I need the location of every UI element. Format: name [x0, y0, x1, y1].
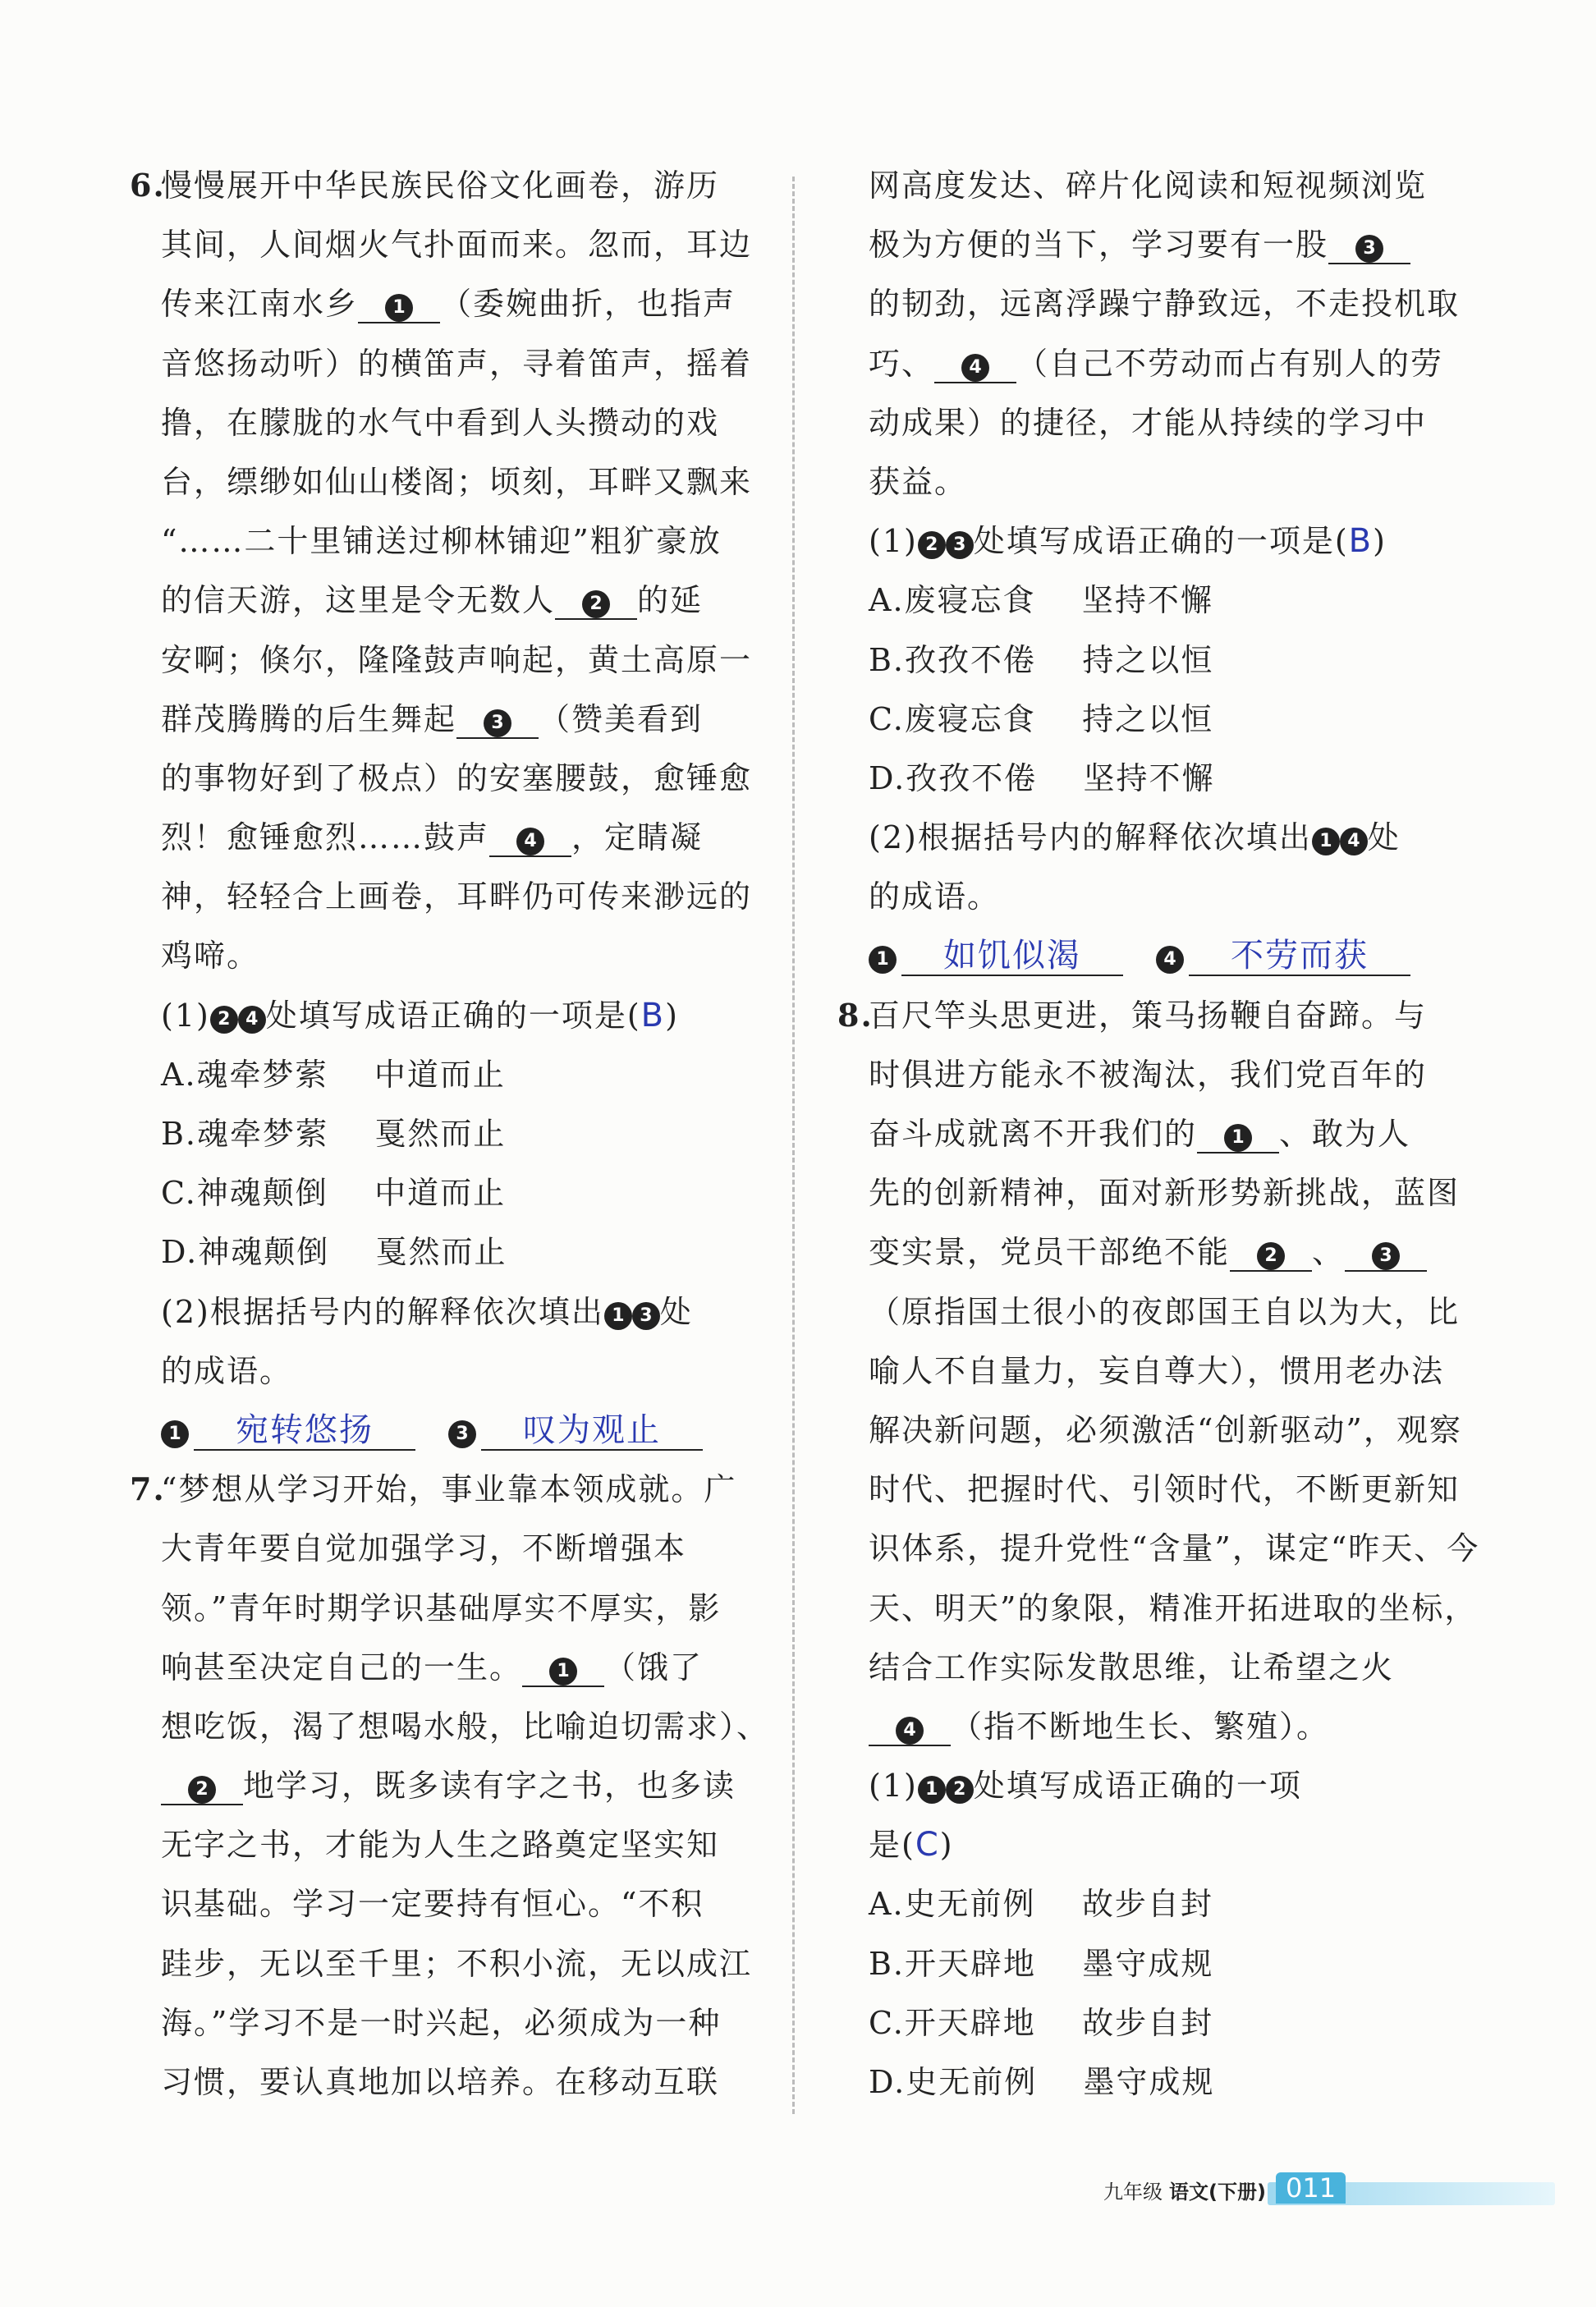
text-line	[869, 1045, 1456, 1104]
written-answer: 宛转悠扬	[194, 1411, 415, 1451]
text-segment: 、敢为人	[1279, 1116, 1411, 1152]
text-segment: 解决新问题，必须激活“创新驱动”，观察	[869, 1411, 1462, 1448]
circled-number-icon: 3	[448, 1420, 476, 1448]
text-line	[161, 926, 749, 985]
answer-row	[161, 1401, 749, 1460]
sub-prefix: (1)	[869, 523, 918, 560]
answer-blank	[161, 1769, 243, 1805]
text-segment: 台，缥缈如仙山楼阁；顷刻，耳畔又飘来	[161, 463, 753, 500]
text-segment: （赞美看到	[539, 700, 704, 737]
circled-number-icon: 2	[918, 531, 946, 559]
circled-number-icon: 3	[1372, 1242, 1400, 1270]
text-line	[161, 511, 749, 571]
circled-number-icon: 2	[582, 590, 610, 618]
answer-blank	[456, 703, 539, 739]
text-segment: 结合工作实际发散思维，让希望之火	[869, 1649, 1395, 1686]
circled-number-icon: 1	[549, 1658, 577, 1686]
choice-answer: B	[640, 996, 666, 1034]
text-segment: 安啊；倏尔，隆隆鼓声响起，黄土高原一	[161, 641, 753, 678]
answer-blank	[555, 584, 637, 620]
text-segment: 响甚至决定自己的一生。	[161, 1649, 523, 1686]
text-line	[869, 1104, 1456, 1163]
text-segment: 的信天游，这里是令无数人	[161, 582, 556, 619]
text-line	[161, 452, 753, 511]
text-segment: “……二十里铺送过柳林铺迎”粗犷豪放	[161, 523, 722, 560]
text-segment: 喻人不自量力，妄自尊大），惯用老办法	[869, 1352, 1445, 1389]
sub-text: 处填写成语正确的一项	[973, 1768, 1302, 1805]
choice-option: A.史无前例 故步自封	[869, 1886, 1213, 1923]
text-line	[161, 274, 749, 333]
footer-subject: 语文(下册)	[1169, 2181, 1266, 2204]
text-segment: 识基础。学习一定要持有恒心。“不积	[161, 1886, 704, 1923]
sub-text: 处	[1367, 819, 1401, 856]
text-segment: 领。”青年时期学识基础厚实不厚实，影	[161, 1589, 722, 1626]
text-line	[869, 215, 1456, 274]
column-divider	[792, 177, 795, 2114]
answer-blank	[869, 1710, 951, 1746]
answer-blank	[489, 821, 571, 857]
text-line	[869, 1342, 1456, 1401]
sub-close: )	[1373, 523, 1387, 560]
footer-grade: 九年级	[1103, 2181, 1163, 2204]
choice-option: D.孜孜不倦 坚持不懈	[869, 759, 1215, 796]
text-line	[869, 1460, 1461, 1519]
sub-question-1-cont	[869, 1815, 1456, 1874]
circled-number-icon: 4	[238, 1006, 266, 1034]
answer-blank	[934, 347, 1016, 383]
circled-number-icon: 3	[946, 531, 974, 559]
text-segment: 想吃饭，渴了想喝水般，比喻迫切需求）、	[161, 1708, 770, 1745]
circled-number-icon: 3	[484, 709, 511, 737]
text-segment: 奋斗成就离不开我们的	[869, 1116, 1198, 1152]
text-line	[161, 749, 753, 808]
sub-close: )	[939, 1827, 954, 1864]
answer-blank	[1230, 1236, 1312, 1272]
sub-text: 处填写成语正确的一项是(	[265, 997, 641, 1034]
circled-number-icon: 4	[1156, 946, 1184, 974]
written-answer: 如饥似渴	[901, 937, 1123, 976]
text-line	[869, 393, 1456, 452]
choice-option: C.开天辟地 故步自封	[869, 2004, 1214, 2041]
choice-option: B.开天辟地 墨守成规	[869, 1945, 1214, 1982]
text-line	[161, 1934, 753, 1993]
written-answer: 不劳而获	[1189, 937, 1410, 976]
text-line	[869, 452, 1456, 511]
answer-blank	[522, 1651, 604, 1687]
circled-number-icon: 1	[918, 1776, 946, 1804]
answer-blank	[1345, 1236, 1427, 1272]
text-line	[130, 156, 749, 215]
text-segment: 获益。	[869, 463, 968, 500]
choice-option: B.魂牵梦萦 戛然而止	[161, 1116, 507, 1152]
question-number: 7.	[130, 1470, 166, 1508]
sub-prefix: (1)	[161, 997, 210, 1034]
text-segment: （自己不劳动而占有别人的劳	[1016, 345, 1444, 382]
circled-number-icon: 1	[161, 1420, 189, 1448]
text-segment: 时代、把握时代、引领时代，不断更新知	[869, 1471, 1461, 1508]
text-segment: （原指国土很小的夜郎国王自以为大，比	[869, 1293, 1461, 1330]
text-segment: 的延	[637, 582, 704, 619]
right-column	[837, 156, 1480, 2112]
text-line	[869, 1163, 1461, 1222]
text-segment: 无字之书，才能为人生之路奠定坚实知	[161, 1827, 720, 1864]
text-line	[161, 1638, 749, 1697]
sub-question-1	[869, 1756, 1456, 1815]
circled-number-icon: 2	[946, 1776, 974, 1804]
text-segment: 习惯，要认真地加以培养。在移动互联	[161, 2064, 720, 2100]
text-segment: 变实景，党员干部绝不能	[869, 1234, 1231, 1271]
text-segment: 、	[1312, 1234, 1346, 1271]
circled-number-icon: 1	[1312, 828, 1340, 855]
text-line	[869, 274, 1461, 333]
text-line	[161, 808, 749, 867]
text-segment: 网高度发达、碎片化阅读和短视频浏览	[869, 167, 1428, 204]
answer-row	[869, 926, 1456, 985]
page-number: 011	[1276, 2172, 1346, 2204]
text-line	[161, 334, 753, 393]
text-line	[869, 1401, 1462, 1460]
text-line	[869, 156, 1456, 215]
text-line	[161, 1579, 749, 1638]
text-segment: （指不断地生长、繁殖）。	[951, 1708, 1330, 1745]
choice-option: B.孜孜不倦 持之以恒	[869, 641, 1214, 678]
text-line	[161, 393, 749, 452]
question-number: 6.	[130, 167, 166, 204]
text-segment: 烈！愈锤愈烈……鼓声	[161, 819, 490, 856]
sub-question-2	[161, 1282, 749, 1342]
text-line	[161, 867, 753, 926]
text-line	[161, 1519, 749, 1578]
sub-text: 处	[659, 1293, 693, 1330]
text-segment: 鸡啼。	[161, 938, 260, 975]
text-segment: 其间，人间烟火气扑面而来。忽而，耳边	[161, 227, 753, 264]
circled-number-icon: 1	[869, 946, 897, 974]
text-line	[161, 1993, 749, 2052]
circled-number-icon: 1	[385, 294, 413, 322]
text-line	[869, 1282, 1461, 1342]
page-footer	[1087, 2167, 1547, 2210]
sub-question-2-cont: 的成语。	[869, 878, 1001, 915]
sub-text: 处填写成语正确的一项是(	[973, 523, 1349, 560]
text-line	[161, 215, 753, 274]
circled-number-icon: 4	[961, 354, 989, 382]
text-segment: 海。”学习不是一时兴起，必须成为一种	[161, 2004, 722, 2041]
text-line	[161, 2052, 749, 2112]
circled-number-icon: 3	[632, 1302, 660, 1330]
circled-number-icon: 1	[604, 1302, 632, 1330]
text-line	[161, 1756, 749, 1815]
choice-answer: B	[1348, 522, 1374, 561]
text-segment: 极为方便的当下，学习要有一股	[869, 227, 1329, 264]
text-line	[161, 1815, 749, 1874]
answer-blank	[1197, 1117, 1279, 1154]
answer-blank	[358, 287, 440, 323]
answer-blank	[1328, 228, 1410, 264]
choice-option: C.神魂颠倒 中道而止	[161, 1175, 507, 1212]
sub-prefix: (1)	[869, 1768, 918, 1805]
text-segment: 先的创新精神，面对新形势新挑战，蓝图	[869, 1175, 1461, 1212]
text-segment: 的事物好到了极点）的安塞腰鼓，愈锤愈	[161, 759, 753, 796]
circled-number-icon: 3	[1355, 235, 1383, 263]
text-line	[161, 571, 749, 630]
text-segment: 大青年要自觉加强学习，不断增强本	[161, 1530, 687, 1567]
sub-text: (2)根据括号内的解释依次填出	[869, 819, 1312, 856]
text-segment: 天、明天”的象限，精准开拓进取的坐标，	[869, 1589, 1478, 1626]
choice-option: D.神魂颠倒 戛然而止	[161, 1234, 507, 1271]
text-segment: “梦想从学习开始，事业靠本领成就。广	[161, 1471, 737, 1508]
sub-close: )	[665, 997, 679, 1034]
text-line	[869, 1519, 1480, 1578]
text-line	[869, 1222, 1456, 1282]
text-segment: 的韧劲，远离浮躁宁静致远，不走投机取	[869, 286, 1461, 323]
text-line	[869, 1579, 1478, 1638]
text-line	[161, 1697, 770, 1756]
text-segment: 音悠扬动听）的横笛声，寻着笛声，摇着	[161, 345, 753, 382]
text-segment: 时俱进方能永不被淘汰，我们党百年的	[869, 1056, 1428, 1093]
circled-number-icon: 2	[210, 1006, 238, 1034]
sub-text: (2)根据括号内的解释依次填出	[161, 1293, 604, 1330]
left-column	[130, 156, 770, 2112]
choice-option: C.废寝忘食 持之以恒	[869, 700, 1214, 737]
text-line	[161, 631, 753, 690]
text-segment: （委婉曲折，也指声	[440, 286, 736, 323]
text-line	[161, 1874, 749, 1933]
text-segment: 神，轻轻合上画卷，耳畔仍可传来渺远的	[161, 878, 753, 915]
question-number: 8.	[837, 996, 874, 1034]
circled-number-icon: 4	[896, 1717, 924, 1745]
written-answer: 叹为观止	[481, 1411, 703, 1451]
text-segment: 巧、	[869, 345, 935, 382]
text-segment: 地学习，既多读有字之书，也多读	[243, 1768, 736, 1805]
text-segment: 传来江南水乡	[161, 286, 359, 323]
text-line	[869, 334, 1456, 393]
choice-option: D.史无前例 墨守成规	[869, 2064, 1215, 2100]
sub-question-2	[869, 808, 1456, 867]
sub-question-2-cont: 的成语。	[161, 1352, 293, 1389]
choice-option: A.废寝忘食 坚持不懈	[869, 582, 1213, 619]
sub-question-1	[869, 511, 1456, 571]
sub-text: 是(	[869, 1827, 915, 1864]
text-line	[161, 690, 749, 749]
text-segment: 撸，在朦胧的水气中看到人头攒动的戏	[161, 404, 720, 441]
text-line	[869, 1638, 1456, 1697]
choice-option: A.魂牵梦萦 中道而止	[161, 1056, 506, 1093]
text-line	[869, 1697, 1456, 1756]
choice-answer: C	[915, 1826, 940, 1864]
circled-number-icon: 1	[1224, 1124, 1252, 1152]
circled-number-icon: 4	[1340, 828, 1368, 855]
text-segment: 慢慢展开中华民族民俗文化画卷，游历	[161, 167, 720, 204]
text-segment: （饿了	[604, 1649, 704, 1686]
text-segment: ，定睛凝	[571, 819, 704, 856]
circled-number-icon: 2	[188, 1776, 216, 1804]
circled-number-icon: 2	[1257, 1242, 1285, 1270]
text-segment: 跬步，无以至千里；不积小流，无以成江	[161, 1945, 753, 1982]
text-segment: 动成果）的捷径，才能从持续的学习中	[869, 404, 1428, 441]
text-segment: 群茂腾腾的后生舞起	[161, 700, 457, 737]
text-segment: 百尺竿头思更进，策马扬鞭自奋蹄。与	[869, 997, 1428, 1034]
circled-number-icon: 4	[516, 828, 544, 855]
text-line	[130, 1460, 749, 1519]
text-segment: 识体系，提升党性“含量”，谋定“昨天、今	[869, 1530, 1480, 1567]
text-line	[837, 986, 1456, 1045]
sub-question-1	[161, 986, 749, 1045]
